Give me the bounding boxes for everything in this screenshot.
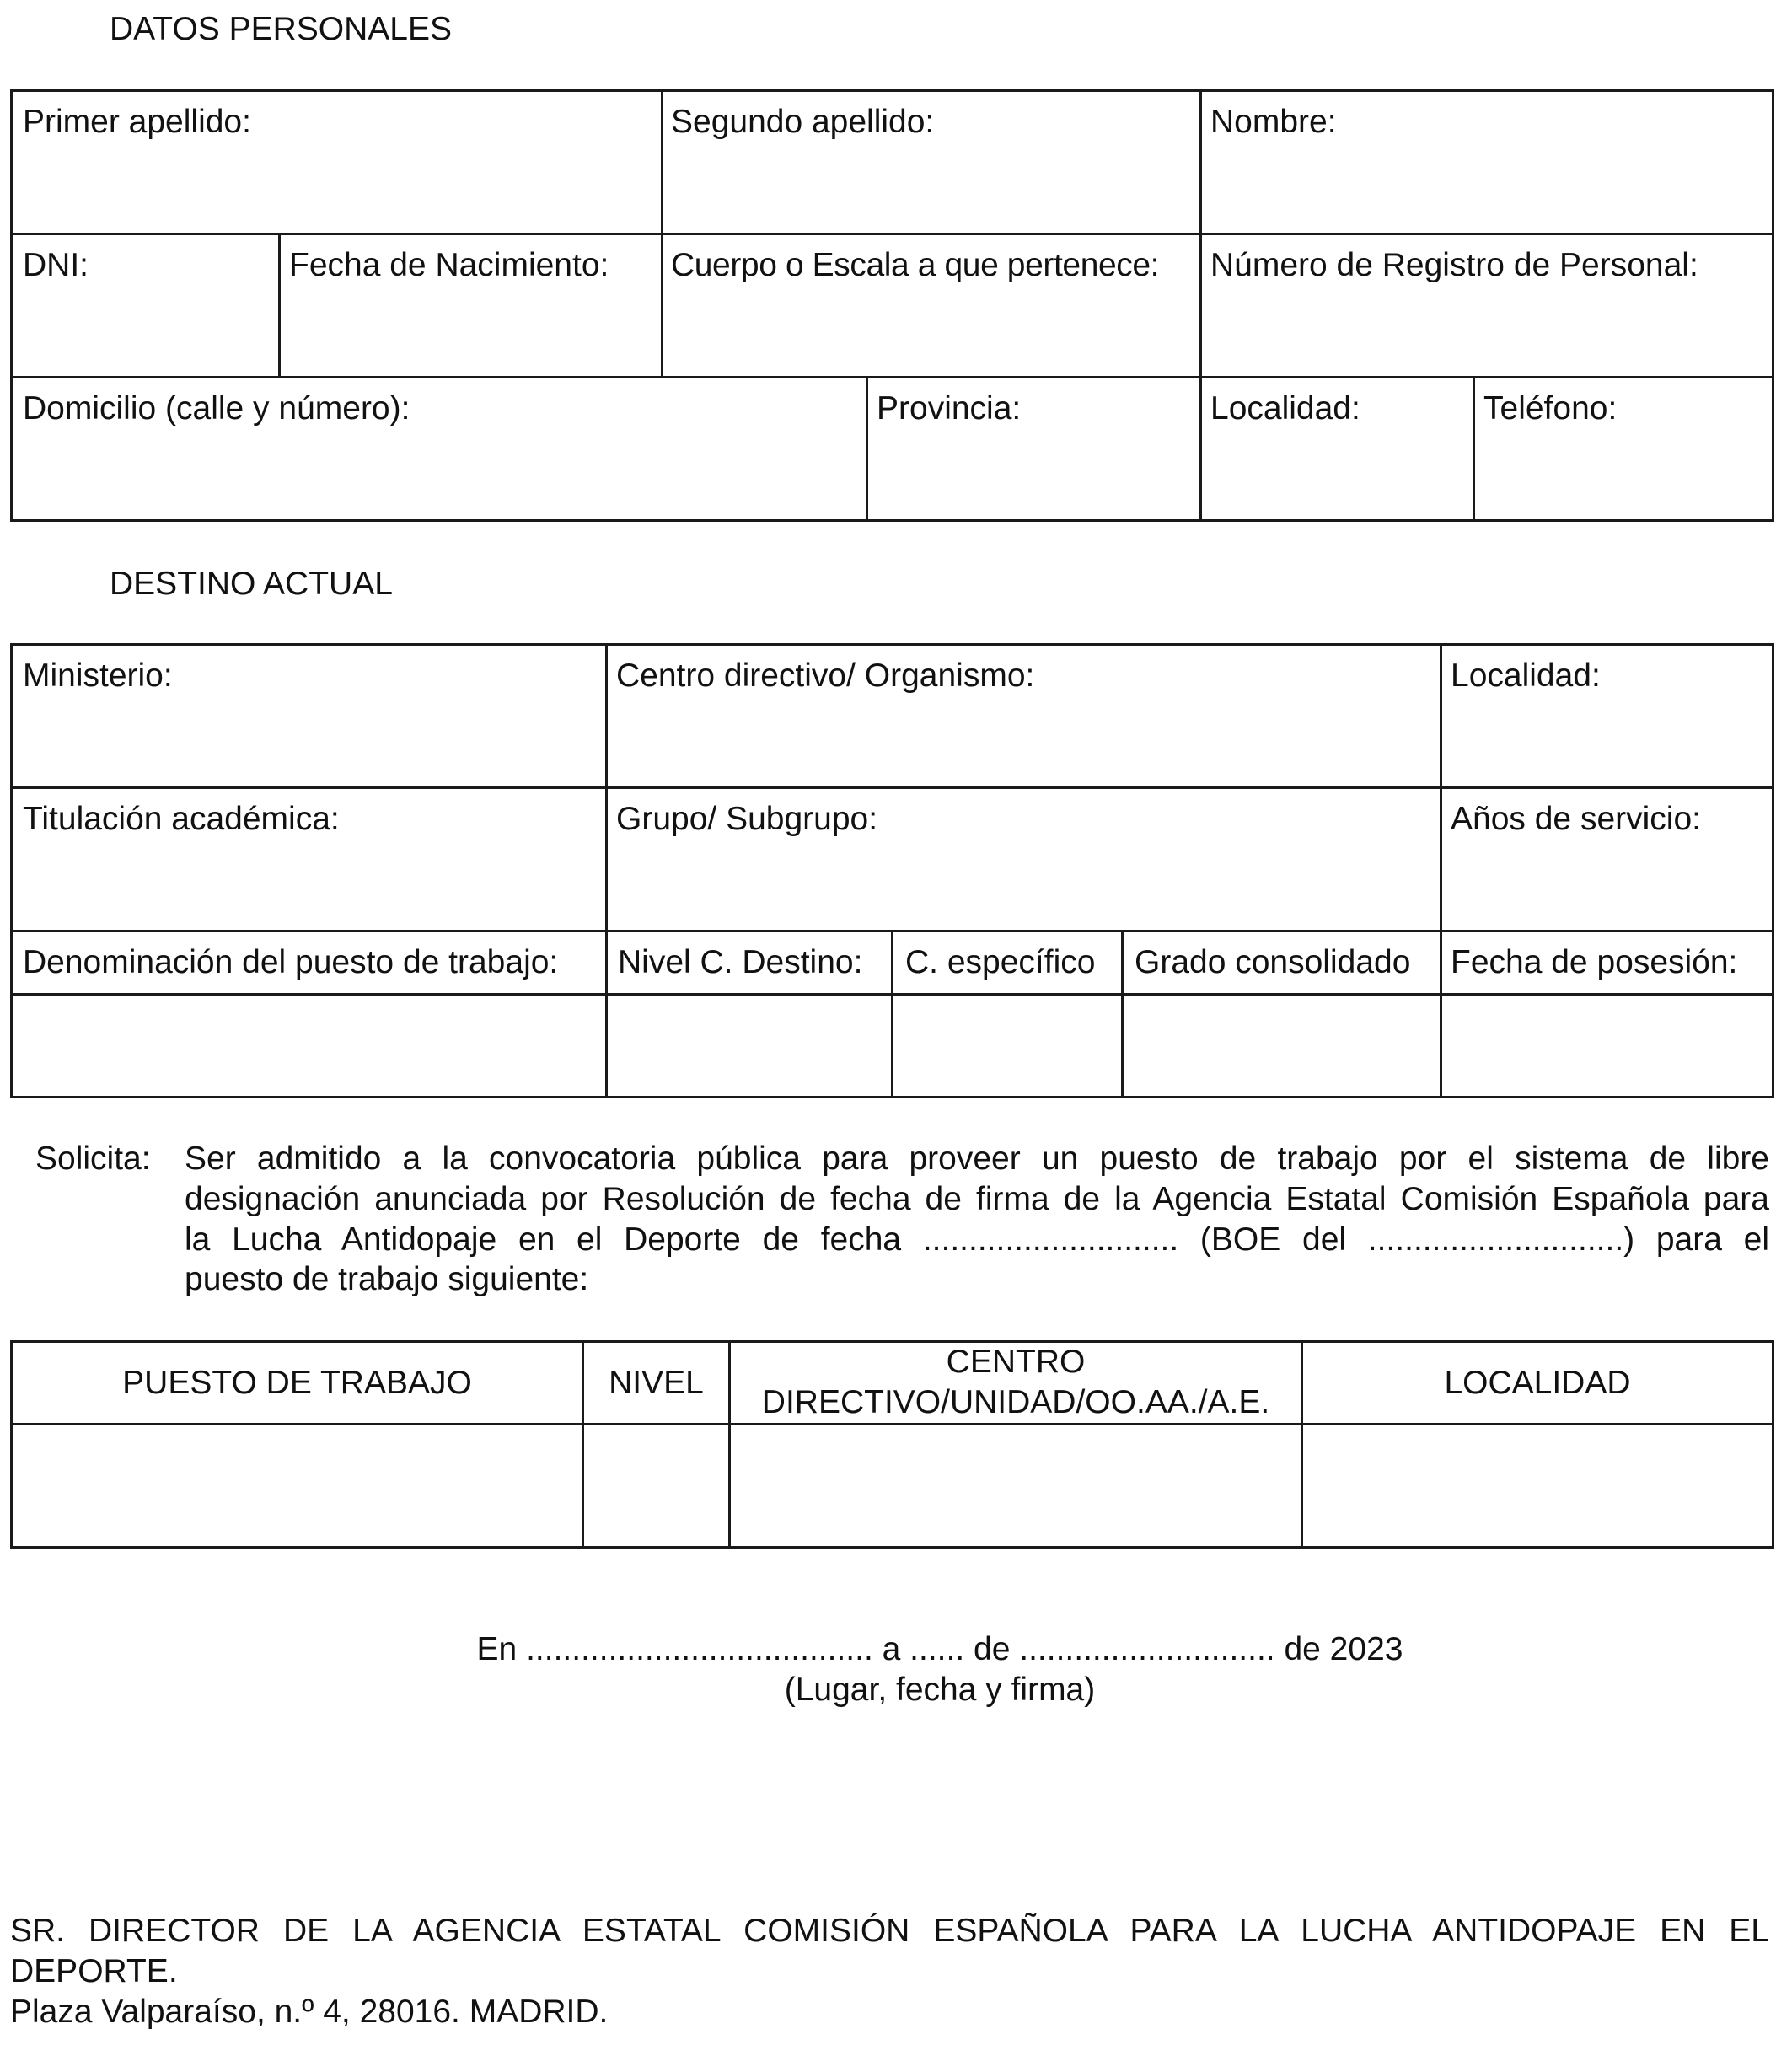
- solicita-line-2: designación anunciada por Resolución de fecha de firma de la Agencia Estatal Comisión Española para: [185, 1181, 1769, 1217]
- section-title-destino: DESTINO ACTUAL: [110, 566, 393, 602]
- destino-localidad-label: Localidad:: [1451, 658, 1601, 694]
- dni-label: DNI:: [23, 247, 89, 283]
- telefono-label: Teléfono:: [1483, 390, 1618, 427]
- puesto-header-puesto: PUESTO DE TRABAJO: [122, 1365, 472, 1401]
- section-title-personal: DATOS PERSONALES: [110, 11, 453, 47]
- puesto-header-centro-line-2: DIRECTIVO/UNIDAD/OO.AA./A.E.: [761, 1384, 1270, 1420]
- nombre-label: Nombre:: [1210, 104, 1337, 140]
- solicita-line-1: Ser admitido a la convocatoria pública para proveer un puesto de trabajo por el sistema de libre: [185, 1141, 1769, 1177]
- puesto-header-centro-line-1: CENTRO: [946, 1344, 1086, 1380]
- addressee-line-2: DEPORTE.: [10, 1953, 178, 1989]
- anos-servicio-label: Años de servicio:: [1451, 801, 1701, 837]
- primer-apellido-label: Primer apellido:: [23, 104, 251, 140]
- titulacion-label: Titulación académica:: [23, 801, 340, 837]
- solicita-label: Solicita:: [35, 1141, 151, 1177]
- puesto-header-nivel: NIVEL: [609, 1365, 704, 1401]
- registro-personal-label: Número de Registro de Personal:: [1210, 247, 1698, 283]
- ministerio-label: Ministerio:: [23, 658, 173, 694]
- provincia-label: Provincia:: [877, 390, 1022, 427]
- grupo-label: Grupo/ Subgrupo:: [616, 801, 878, 837]
- localidad-label: Localidad:: [1210, 390, 1360, 427]
- addressee-address: Plaza Valparaíso, n.º 4, 28016. MADRID.: [10, 1994, 609, 2030]
- fecha-posesion-label: Fecha de posesión:: [1451, 944, 1738, 980]
- solicita-line-3: la Lucha Antidopaje en el Deporte de fecha ............................ (BOE del ............................) para el: [185, 1221, 1769, 1258]
- segundo-apellido-label: Segundo apellido:: [671, 104, 935, 140]
- signature-line: En ...................................... a ...... de ............................ de 2023: [476, 1631, 1403, 1667]
- signature-note: (Lugar, fecha y firma): [784, 1672, 1096, 1708]
- solicita-line-4: puesto de trabajo siguiente:: [185, 1261, 589, 1297]
- addressee-line-1: SR. DIRECTOR DE LA AGENCIA ESTATAL COMISIÓN ESPAÑOLA PARA LA LUCHA ANTIDOPAJE EN EL: [10, 1913, 1769, 1949]
- nivel-destino-label: Nivel C. Destino:: [618, 944, 863, 980]
- c-especifico-label: C. específico: [905, 944, 1096, 980]
- puesto-header-localidad: LOCALIDAD: [1444, 1365, 1631, 1401]
- denominacion-label: Denominación del puesto de trabajo:: [23, 944, 559, 980]
- domicilio-label: Domicilio (calle y número):: [23, 390, 410, 427]
- cuerpo-escala-label: Cuerpo o Escala a que pertenece:: [671, 247, 1160, 283]
- fecha-nacimiento-label: Fecha de Nacimiento:: [289, 247, 609, 283]
- grado-consolidado-label: Grado consolidado: [1135, 944, 1411, 980]
- centro-directivo-label: Centro directivo/ Organismo:: [616, 658, 1035, 694]
